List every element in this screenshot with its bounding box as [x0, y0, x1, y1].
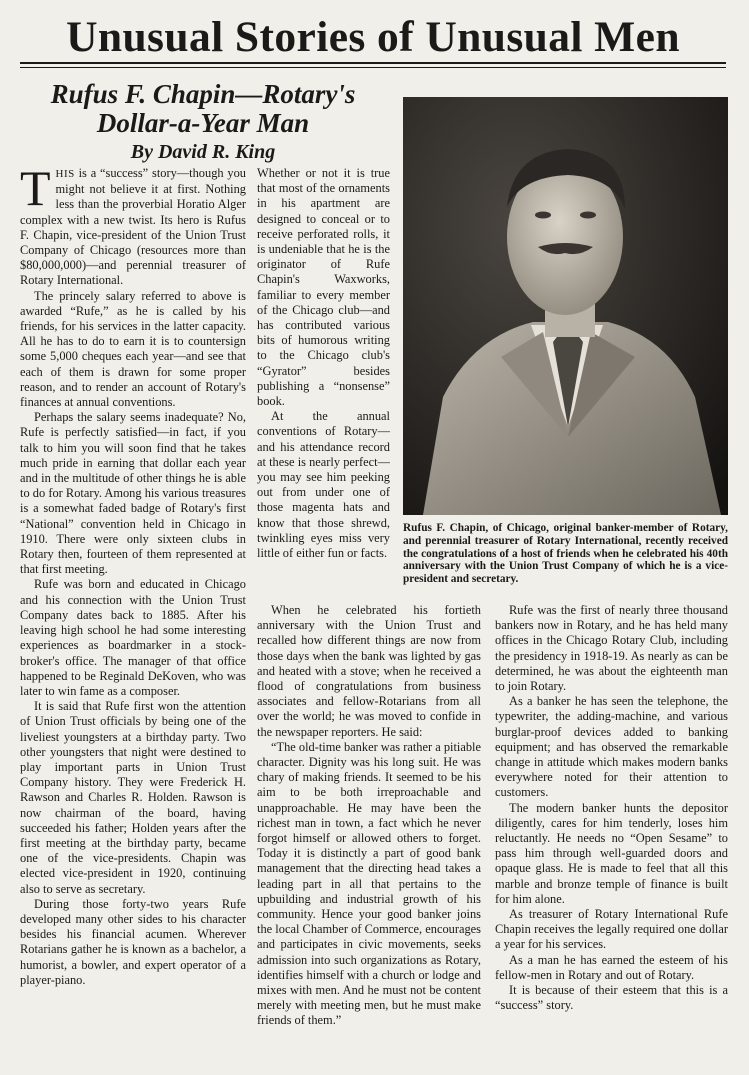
paragraph-14: As treasurer of Rotary International Rufe Chapin receives the legally required one dollar a year for his services.	[495, 907, 728, 952]
portrait-photo-icon	[403, 97, 728, 515]
paragraph-11: Rufe was the first of nearly three thousand bankers now in Rotary, and he has held many offices in the Chicago Rotary Club, including the presidency in 1918-19. As nearly as can be determined, he was about the eighteenth man to join Rotary.	[495, 603, 728, 694]
paragraph-13: The modern banker hunts the depositor diligently, cares for him tenderly, loses him reluctantly. He needs no “Open Sesame” to pass him through well-guarded doors and opaque glass. He is made to feel that all this marble and bronze temple of finance is built for him alone.	[495, 800, 728, 906]
paragraph-12: As a banker he has seen the telephone, the typewriter, the adding-machine, and various burglar-proof devices added to banking equipment; and has observed the remarkable change in attitude which makes modern banks everywhere noted for their attention to customers.	[495, 694, 728, 800]
paragraph-9: When he celebrated his fortieth anniversary with the Union Trust and recalled how different things are now from those days when the bank was lighted by gas and heated with a stove; when he received a flood of congratulations from business associates and fellow-Rotarians from all over the world; he was moved to confide in the newspaper reporters. He said:	[257, 603, 481, 739]
paragraph-15: As a man he has earned the esteem of his fellow-men in Rotary and out of Rotary.	[495, 952, 728, 982]
headline-line-2: Dollar-a-Year Man	[96, 108, 310, 138]
article-column-3	[257, 603, 481, 1046]
paragraph-1-text: is a “success” story—though you might not believe it at first. Nothing less than the proverbial Horatio Alger complex with a new twist. Its hero is Rufus F. Chapin, vice-president of the Union Trust Company of Chicago (resources more than $80,000,000)—and perennial treasurer of Rotary International.	[20, 166, 246, 288]
paragraph-5: It is said that Rufe first won the attention of Union Trust officials by being one of the liveliest youngsters at a birthday party. Two other youngsters that night were destined to play important parts in Union Trust Company history. They were Frederick H. Rawson and Charles R. Holden. Rawson is now chairman of the board, having succeeded his father; Holden years after the first meeting at the birthday party, became one of the vice-presidents. Chapin was elected vice-president in 1920, continuing also to serve as secretary.	[20, 699, 246, 896]
paragraph-7: Whether or not it is true that most of the ornaments in his apartment are designed to conceal or to receive perforated rolls, it is undeniable that he is the originator of Rufe Chapin's Waxworks, familiar to every member of the Chicago club—and has contributed various bits of humorous writing to the Chicago club's “Gyrator” besides publishing a “nonsense” book.	[257, 166, 390, 409]
article-headline	[20, 80, 386, 138]
paragraph-2: The princely salary referred to above is awarded “Rufe,” as he is called by his friends, for his services in the latter capacity. All he has to do to earn it is to countersign some 5,000 cheques each year—and see that each of them is drawn for some proper reason, and to render an account of Rotary's finances at annual conventions.	[20, 288, 246, 410]
paragraph-3: Perhaps the salary seems inadequate? No, Rufe is perfectly satisfied—in fact, if you talk to him you will soon find that he takes much pride in earning that dollar each year and in the multitude of other things he is able to do for Rotary. Among his various treasures is a somewhat faded badge of Rotary's first “National” convention held in Chicago in 1910. There were only sixteen clubs in Rotary then, fourteen of them represented at that first meeting.	[20, 410, 246, 577]
masthead-title: Unusual Stories of Unusual Men	[66, 13, 680, 61]
photo-caption: Rufus F. Chapin, of Chicago, original banker-member of Rotary, and perennial treasurer of Rotary International, recently received the congratulations of a host of friends when he celebrated his 40th anniversary with the Union Trust Company of which he is a vice-president and secretary.	[403, 522, 728, 586]
article-column-1	[20, 166, 246, 1046]
paragraph-4: Rufe was born and educated in Chicago and his connection with the Union Trust Company dates back to 1885. After his leaving high school he had some interesting experiences as boardmarker in a stock-broker's office. The manager of that office happened to be Reginald DeKoven, who was later to win fame as a composer.	[20, 577, 246, 698]
article-byline: By David R. King	[130, 141, 276, 163]
paragraph-8: At the annual conventions of Rotary—and his attendance record at these is nearly perfect—you may see him peeking out from under one of those magenta hats and know that those shrewd, twinkling eyes miss very little of either fun or facts.	[257, 409, 390, 561]
paragraph-16: It is because of their esteem that this is a “success” story.	[495, 983, 728, 1013]
paragraph-10: “The old-time banker was rather a pitiable character. Dignity was his long suit. He was chary of making friends. It seemed to be his aim to be both irreproachable and unapproachable. He may have been the richest man in town, a fact which he never forgot himself or allowed others to forget. Today it is distinctly a part of good bank management that the directing head takes a leading part in all that pertains to the upbuilding and industrial growth of his community. Hence your good banker joins the local Chamber of Commerce, encourages and participates in civic movements, seeks admission into such organizations as Rotary, identifies himself with a church or lodge and mixes with men. And he must not be content merely with meeting men, but he must make friends of them.”	[257, 739, 481, 1028]
paragraph-1	[20, 166, 246, 289]
paragraph-6: During those forty-two years Rufe developed many other sides to his character besides his financial acumen. Wherever Rotarians gather he is known as a bachelor, a humorist, a bowler, and expert operator of a player-piano.	[20, 896, 246, 987]
article-column-2	[257, 166, 390, 602]
article-column-4	[495, 603, 728, 1046]
masthead-rule-thin	[20, 67, 726, 68]
masthead-rule-thick	[20, 62, 726, 64]
drop-cap-word: HIS	[55, 168, 75, 180]
headline-line-1: Rufus F. Chapin—Rotary's	[50, 79, 356, 109]
drop-cap: T	[20, 166, 51, 216]
portrait-photo	[403, 97, 728, 515]
